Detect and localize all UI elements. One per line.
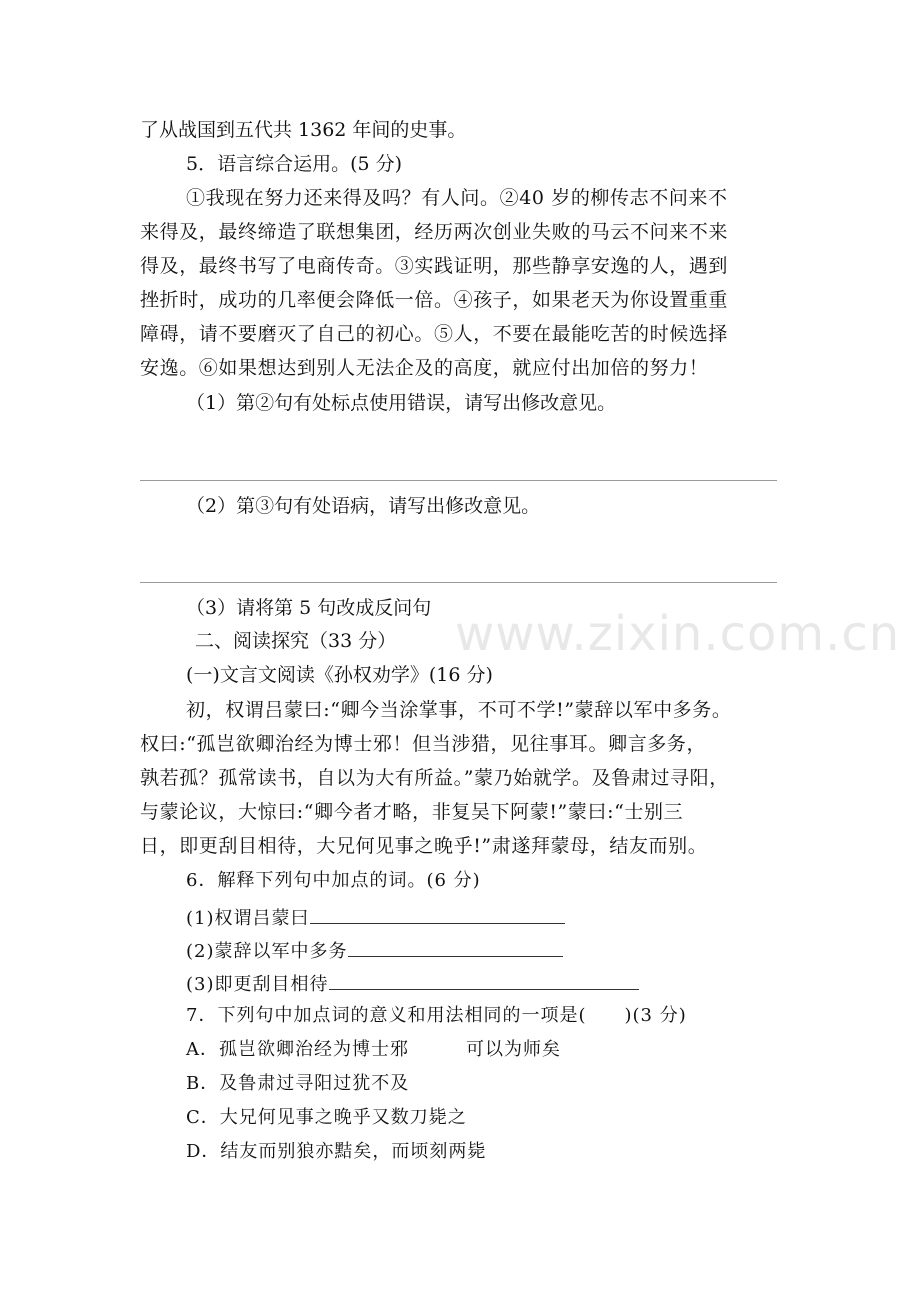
q6-item-2-blank[interactable] — [348, 936, 563, 957]
classical-text-line-2: 权曰:“孤岂欲卿治经为博士邪！但当涉猎，见往事耳。卿言多务， — [140, 733, 707, 755]
classical-text-line-1: 初，权谓吕蒙曰:“卿今当涂掌事，不可不学!”蒙辞以军中多务。 — [186, 699, 732, 721]
answer-line-2[interactable] — [140, 582, 777, 583]
q6-item-1 — [186, 903, 565, 931]
q5-passage-line-1: ①我现在努力还来得及吗？有人问。②40 岁的柳传志不问来不 — [186, 187, 728, 209]
q7-option-c: C．大兄何见事之晚乎又数刀毙之 — [186, 1107, 467, 1128]
q7-option-a: A．孤岂欲卿治经为博士邪 可以为师矣 — [186, 1039, 561, 1060]
q5-subquestion-3: （3）请将第 5 句改成反问句 — [186, 597, 432, 619]
q5-subquestion-1: （1）第②句有处标点使用错误，请写出修改意见。 — [186, 392, 617, 414]
question-7-title: 7．下列句中加点词的意义和用法相同的一项是( )(3 分) — [186, 1005, 687, 1026]
classical-text-line-5: 日，即更刮目相待，大兄何见事之晚乎!”肃遂拜蒙母，结友而别。 — [140, 835, 708, 857]
q5-passage-line-6: 安逸。⑥如果想达到别人无法企及的高度，就应付出加倍的努力！ — [140, 357, 709, 379]
classical-text-line-4: 与蒙论议，大惊曰:“卿今者才略，非复吴下阿蒙!”蒙曰:“士别三 — [140, 801, 684, 823]
q6-item-3-blank[interactable] — [329, 969, 639, 990]
q6-item-1-blank[interactable] — [310, 903, 565, 924]
q6-item-1-text: (1)权谓吕蒙曰 — [186, 908, 310, 929]
q6-item-3 — [186, 969, 639, 997]
q6-item-2 — [186, 936, 563, 964]
q5-passage-line-2: 来得及，最终缔造了联想集团，经历两次创业失败的马云不问来不来 — [140, 221, 729, 243]
q5-passage-line-3: 得及，最终书写了电商传奇。③实践证明，那些静享安逸的人，遇到 — [140, 255, 729, 277]
section-2-heading: 二、阅读探究（33 分） — [195, 630, 397, 652]
classical-text-line-3: 孰若孤？孤常读书，自以为大有所益。”蒙乃始就学。及鲁肃过寻阳， — [140, 767, 729, 789]
q5-passage-line-4: 挫折时，成功的几率便会降低一倍。④孩子，如果老天为你设置重重 — [140, 289, 729, 311]
q5-subquestion-2: （2）第③句有处语病，请写出修改意见。 — [186, 495, 541, 517]
q7-option-d: D．结友而别狼亦黠矣，而顷刻两毙 — [186, 1141, 487, 1162]
q5-passage-line-5: 障碍，请不要磨灭了自己的初心。⑤人，不要在最能吃苦的时候选择 — [140, 323, 729, 345]
q6-item-3-text: (3)即更刮目相待 — [186, 974, 329, 995]
question-5-title: 5．语言综合运用。(5 分) — [186, 153, 403, 175]
q6-item-2-text: (2)蒙辞以军中多务 — [186, 941, 348, 962]
answer-line-1[interactable] — [140, 480, 777, 481]
intro-tail-text: 了从战国到五代共 1362 年间的史事。 — [140, 119, 467, 141]
question-6-title: 6．解释下列句中加点的词。(6 分) — [186, 870, 481, 891]
part-1-heading: (一)文言文阅读《孙权劝学》(16 分) — [186, 664, 493, 686]
watermark: www.zixin.com.cn — [455, 606, 901, 662]
q7-option-b: B．及鲁肃过寻阳过犹不及 — [186, 1073, 410, 1094]
